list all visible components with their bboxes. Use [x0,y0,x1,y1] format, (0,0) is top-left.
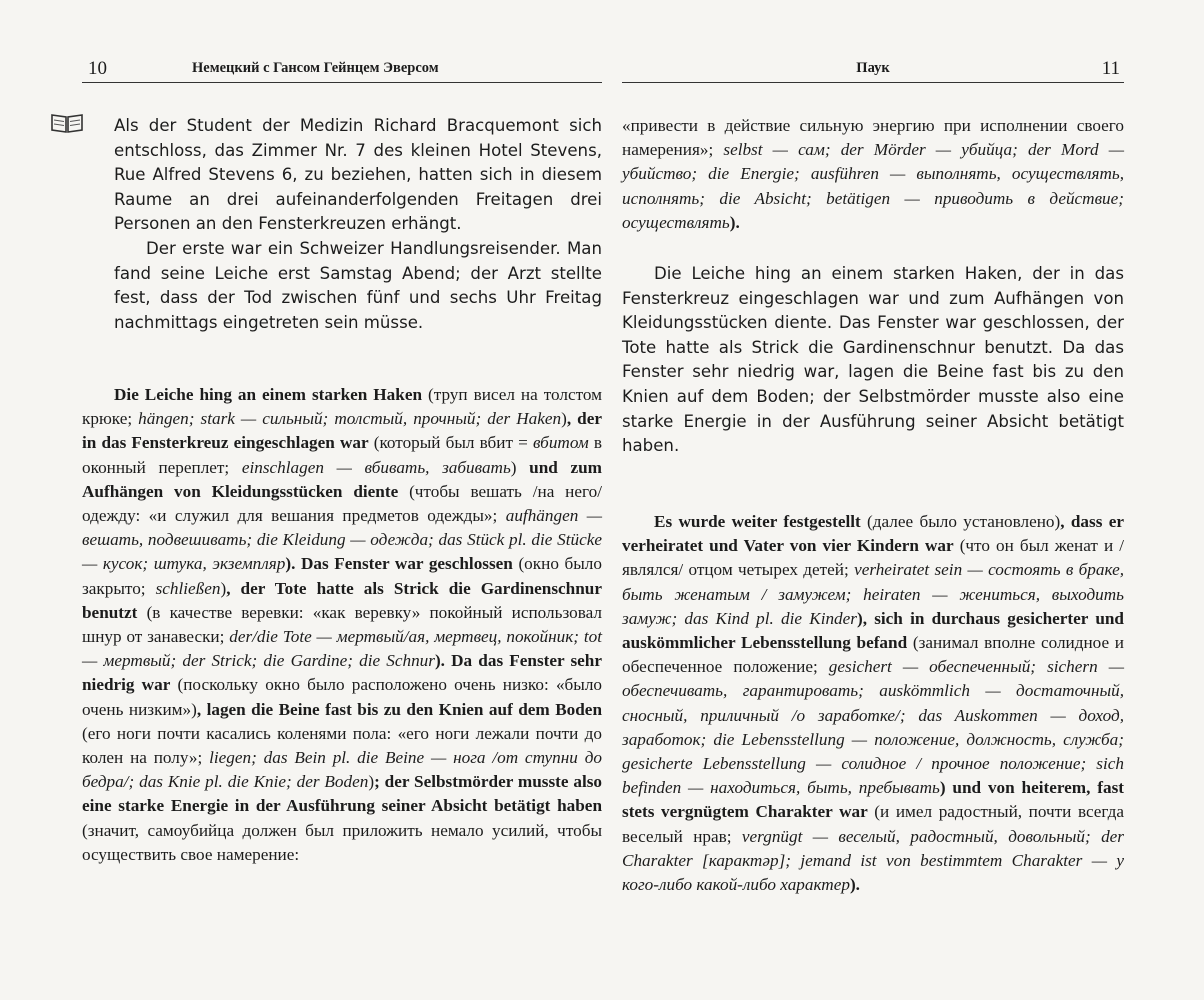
left-annotated-text [82,383,602,867]
right-continuation-text [622,114,1124,235]
right-german-text [622,262,1124,459]
vocabulary-note: verheiratet sein — состоять в браке, быть женатым / замужем; heiraten — жениться, выходить замуж; das Kind pl. die Kinder [622,560,1124,628]
vocabulary-note: liegen; das Bein pl. die Beine — нога /от ступни до бедра/; das Knie pl. die Knie; der Boden [82,748,603,792]
german-phrase: , lagen die Beine fast bis zu den Knien auf dem Boden [196,699,602,719]
translation-text: (чтобы вешать /на него/ одежду: «и служил для вешания предметов одежды»; [82,481,602,526]
german-phrase: ). Da das Fenster sehr niedrig war [82,651,602,695]
german-phrase: ). [849,875,860,895]
right-page-number: 11 [1101,58,1120,79]
open-book-icon [50,112,84,134]
translation-text: «привести в действие сильную энергию при исполнении своего намерения»; [622,116,1124,160]
vocabulary-note: vergnügt — веселый, радостный, довольный; der Charakter [карактəр]; jemand ist von bestimmtem Charakter — у кого-либо какой-либо характер [622,826,1124,895]
right-page [622,0,1124,1000]
left-page [82,0,602,1000]
translation-text: (что он был женат и /являлся/ отцом четырех детей; [622,536,1124,580]
translation-text: ) [368,772,375,792]
translation-text: в оконный переплет; [82,433,602,477]
vocabulary-note: aufhängen — вешать, подвешивать; die Kleidung — одежда; das Stück pl. die Stücke — кусок; штука, экземпляр [82,506,603,574]
translation-text: (и имел радостный, почти всегда веселый нрав; [622,802,1124,846]
left-german-text [114,114,602,335]
right-running-title: Паук [856,60,890,76]
translation-text: (труп висел на толстом крюке; [82,385,602,429]
vocabulary-note: selbst — сам; der Mörder — убийца; der Mord — убийство; die Energie; ausführen — выполнять, осуществлять, исполнять; die Absicht; betätigen — приводить в действие; осуществлять [622,140,1124,232]
german-phrase: ), sich in durchaus gesicherter und auskömmlicher Lebensstellung befand [622,608,1124,653]
translation-text: (значит, самоубийца должен был приложить немало усилий, чтобы осуществить свое намерение: [82,820,602,864]
german-phrase: Die Leiche hing an einem starken Haken [114,385,423,404]
translation-text: (его ноги почти касались коленями пола: «его ноги лежали почти до колен на полу»; [82,723,602,768]
vocabulary-note: der/die Tote — мертвый/ая, мертвец, покойник; tot — мертвый; der Strick; die Gardine; die Schnur [82,627,602,671]
german-phrase: , der Tote hatte als Strick die Gardinenschnur benutzt [82,578,602,622]
translation-text: ) [220,578,227,598]
german-phrase: , dass er verheiratet und Vater von vier Kindern war [622,512,1124,556]
left-page-header [82,56,602,83]
translation-text: (поскольку окно было расположено очень низко: «было очень низким») [82,675,602,719]
translation-text: (окно было закрыто; [82,554,602,598]
vocabulary-note: gesichert — обеспеченный; sichern — обеспечивать, гарантировать; auskömmlich — достаточный, сносный, приличный /о заработке/; das Auskommen — доход, заработок; die Lebensstellung — положение, должность, служба; gesicherte Lebensstellung — солидное / прочное положение; sich befinden — находиться, быть, пребывать [622,657,1124,798]
german-phrase: Es wurde weiter festgestellt [654,512,861,531]
german-phrase: ; der Selbstmörder musste also eine starke Energie in der Ausführung seiner Absicht betätigt haben [82,772,603,816]
vocabulary-note: hängen; stark — сильный; толстый, прочный; der Haken [138,409,562,429]
right-page-header [622,56,1124,83]
translation-text: ) [510,457,530,477]
german-phrase: ). Das Fenster war geschlossen [285,554,513,574]
german-phrase: ) und von heiterem, fast stets vergnügtem Charakter war [622,778,1124,822]
german-phrase: und zum Aufhängen von Kleidungsstücken diente [82,457,602,501]
german-phrase: ). [729,212,740,232]
left-page-number: 10 [88,58,107,79]
translation-text: (занимал вполне солидное и обеспеченное положение; [622,633,1124,677]
german-phrase: , der in das Fensterkreuz eingeschlagen war [82,409,602,453]
vocabulary-note: schließen [155,578,221,598]
german-paragraph: Die Leiche hing an einem starken Haken, der in das Fensterkreuz eingeschlagen war und zum Aufhängen von Kleidungsstücken diente. Das Fenster war geschlossen, der Tote hatte als Strick die Gardinenschnur benutzt. Da das Fenster sehr niedrig war, lagen die Beine fast bis zu den Knien auf dem Boden; der Selbstmörder musste also eine starke Energie in der Ausführung seiner Absicht betätigt haben. [622,264,1124,456]
translation-text: (далее было установлено) [860,512,1061,531]
german-paragraph: Der erste war ein Schweizer Handlungsreisender. Man fand seine Leiche erst Samstag Abend; der Arzt stellte fest, dass der Tod zwischen fünf und sechs Uhr Freitag nachmittags eingetreten sein müsse. [114,238,602,332]
vocabulary-note: einschlagen — вбивать, забивать [241,457,511,477]
translation-text: (в качестве веревки: «как веревку» покойный использовал шнур от занавески; [82,602,602,647]
vocabulary-note: вбитом [532,433,589,453]
german-paragraph: Als der Student der Medizin Richard Bracquemont sich entschloss, das Zimmer Nr. 7 des kleinen Hotel Stevens, Rue Alfred Stevens 6, zu beziehen, hatten sich in diesem Raume an drei aufeinanderfolgenden Freitagen drei Personen an den Fensterkreuzen erhängt. [114,116,602,234]
translation-text: ) [561,409,567,429]
right-annotated-text [622,510,1124,897]
left-running-title: Немецкий с Гансом Гейнцем Эверсом [192,60,439,76]
translation-text: (который был вбит = [368,433,533,453]
